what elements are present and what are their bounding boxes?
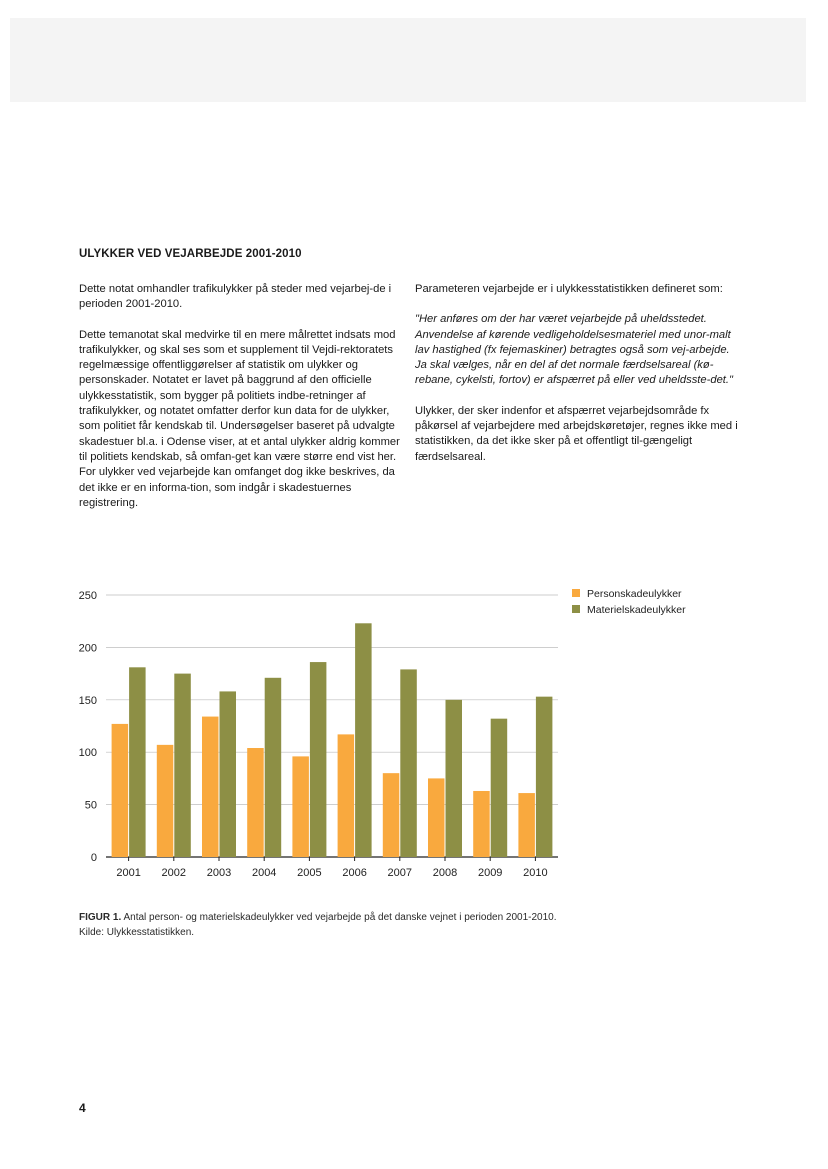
definition-quote (415, 312, 745, 388)
right-column (415, 282, 745, 480)
x-tick-label: 2009 (477, 867, 503, 879)
bar-materielskade (129, 667, 146, 857)
y-tick-label: 0 (90, 852, 97, 864)
bar-personskade (383, 773, 400, 857)
bar-personskade (518, 793, 535, 857)
bar-personskade (473, 791, 490, 857)
bar-personskade (112, 724, 129, 857)
quote-line: "Her anføres om der har været vejarbejde på uheldsstedet. (415, 313, 707, 326)
figure-caption-text: Antal person- og materielskadeulykker ved vejarbejde på det danske vejnet i perioden 2001-2010. Kilde: Ulykkesstatistikken. (79, 912, 557, 938)
header-band (10, 18, 806, 102)
chart-svg (60, 580, 760, 880)
x-tick-label: 2005 (297, 867, 322, 879)
x-tick-label: 2002 (161, 867, 187, 879)
body-paragraph: Dette temanotat skal medvirke til en mere målrettet indsats mod trafikulykker, og skal ses som et supplement til Vejdi-rektoratets regelmæssige offentliggørelser af statistik om ulykker og personskader. Notatet er lavet på baggrund af den officielle ulykkesstatistik, som bygger på politiets indbe-retninger af trafikulykker, og notatet omfatter derfor kun data for de ulykker, som politiet får kendskab til. Undersøgelser baseret på udvalgte skadestuer bl.a. i Odense viser, at et antal ulykker aldrig kommer til politiets kendskab, så omfan-get kan være større end vist her. For ulykker ved vejarbejde kan omfanget dog ikke beskrives, da det ikke er en informa-tion, som indgår i skadestuernes registrering. (79, 328, 400, 509)
bar-materielskade (310, 662, 327, 857)
legend-label: Personskadeulykker (587, 588, 682, 600)
bar-personskade (338, 734, 355, 857)
figure-label: FIGUR 1. (79, 912, 122, 923)
bar-personskade (292, 756, 309, 857)
bar-materielskade (265, 678, 282, 857)
bar-materielskade (400, 669, 417, 857)
left-column (79, 282, 401, 526)
bar-materielskade (355, 623, 372, 857)
bar-materielskade (446, 700, 463, 857)
bar-materielskade (491, 719, 508, 857)
bar-materielskade (220, 691, 237, 857)
x-tick-label: 2004 (251, 867, 277, 879)
y-tick-label: 100 (78, 747, 97, 760)
bar-materielskade (174, 674, 191, 857)
x-tick-label: 2008 (432, 867, 458, 879)
bar-personskade (428, 778, 445, 857)
x-tick-label: 2001 (116, 867, 141, 879)
y-tick-label: 50 (84, 799, 97, 812)
bar-personskade (157, 745, 174, 857)
y-tick-label: 150 (78, 694, 97, 707)
figure-caption (79, 910, 584, 940)
bar-personskade (202, 717, 219, 857)
bar-materielskade (536, 697, 553, 857)
quote-line: Ja skal vælges, når en del af det normale færdselsareal (kø-rebane, cykelsti, fortov) er afspærret på eller ved uheldsste-det." (415, 359, 733, 387)
legend-swatch (572, 605, 580, 613)
x-tick-label: 2010 (523, 867, 548, 879)
section-title: ULYKKER VED VEJARBEJDE 2001-2010 (79, 248, 302, 260)
x-tick-label: 2007 (387, 867, 413, 879)
exclusion-paragraph: Ulykker, der sker indenfor et afspærret vejarbejdsområde fx påkørsel af vejarbejdere med arbejdskøretøjer, regnes ikke med i statistikken, da det ikke sker på et offentligt til-gængeligt færdselsareal. (415, 404, 738, 463)
bar-personskade (247, 748, 264, 857)
accident-bar-chart (60, 580, 760, 880)
y-tick-label: 200 (78, 642, 97, 655)
legend-label: Materielskadeulykker (587, 604, 686, 616)
page-number: 4 (79, 1101, 86, 1115)
x-tick-label: 2006 (342, 867, 367, 879)
quote-line: Anvendelse af kørende vedligeholdelsesmateriel med unor-malt lav hastighed (fx fejemaskiner) betragtes også som vej-arbejde. (415, 328, 731, 356)
y-tick-label: 250 (78, 590, 97, 602)
x-tick-label: 2003 (206, 867, 232, 879)
definition-intro: Parameteren vejarbejde er i ulykkesstatistikken defineret som: (415, 283, 723, 295)
intro-paragraph: Dette notat omhandler trafikulykker på steder med vejarbej-de i perioden 2001-2010. (79, 283, 392, 311)
legend-swatch (572, 589, 580, 597)
